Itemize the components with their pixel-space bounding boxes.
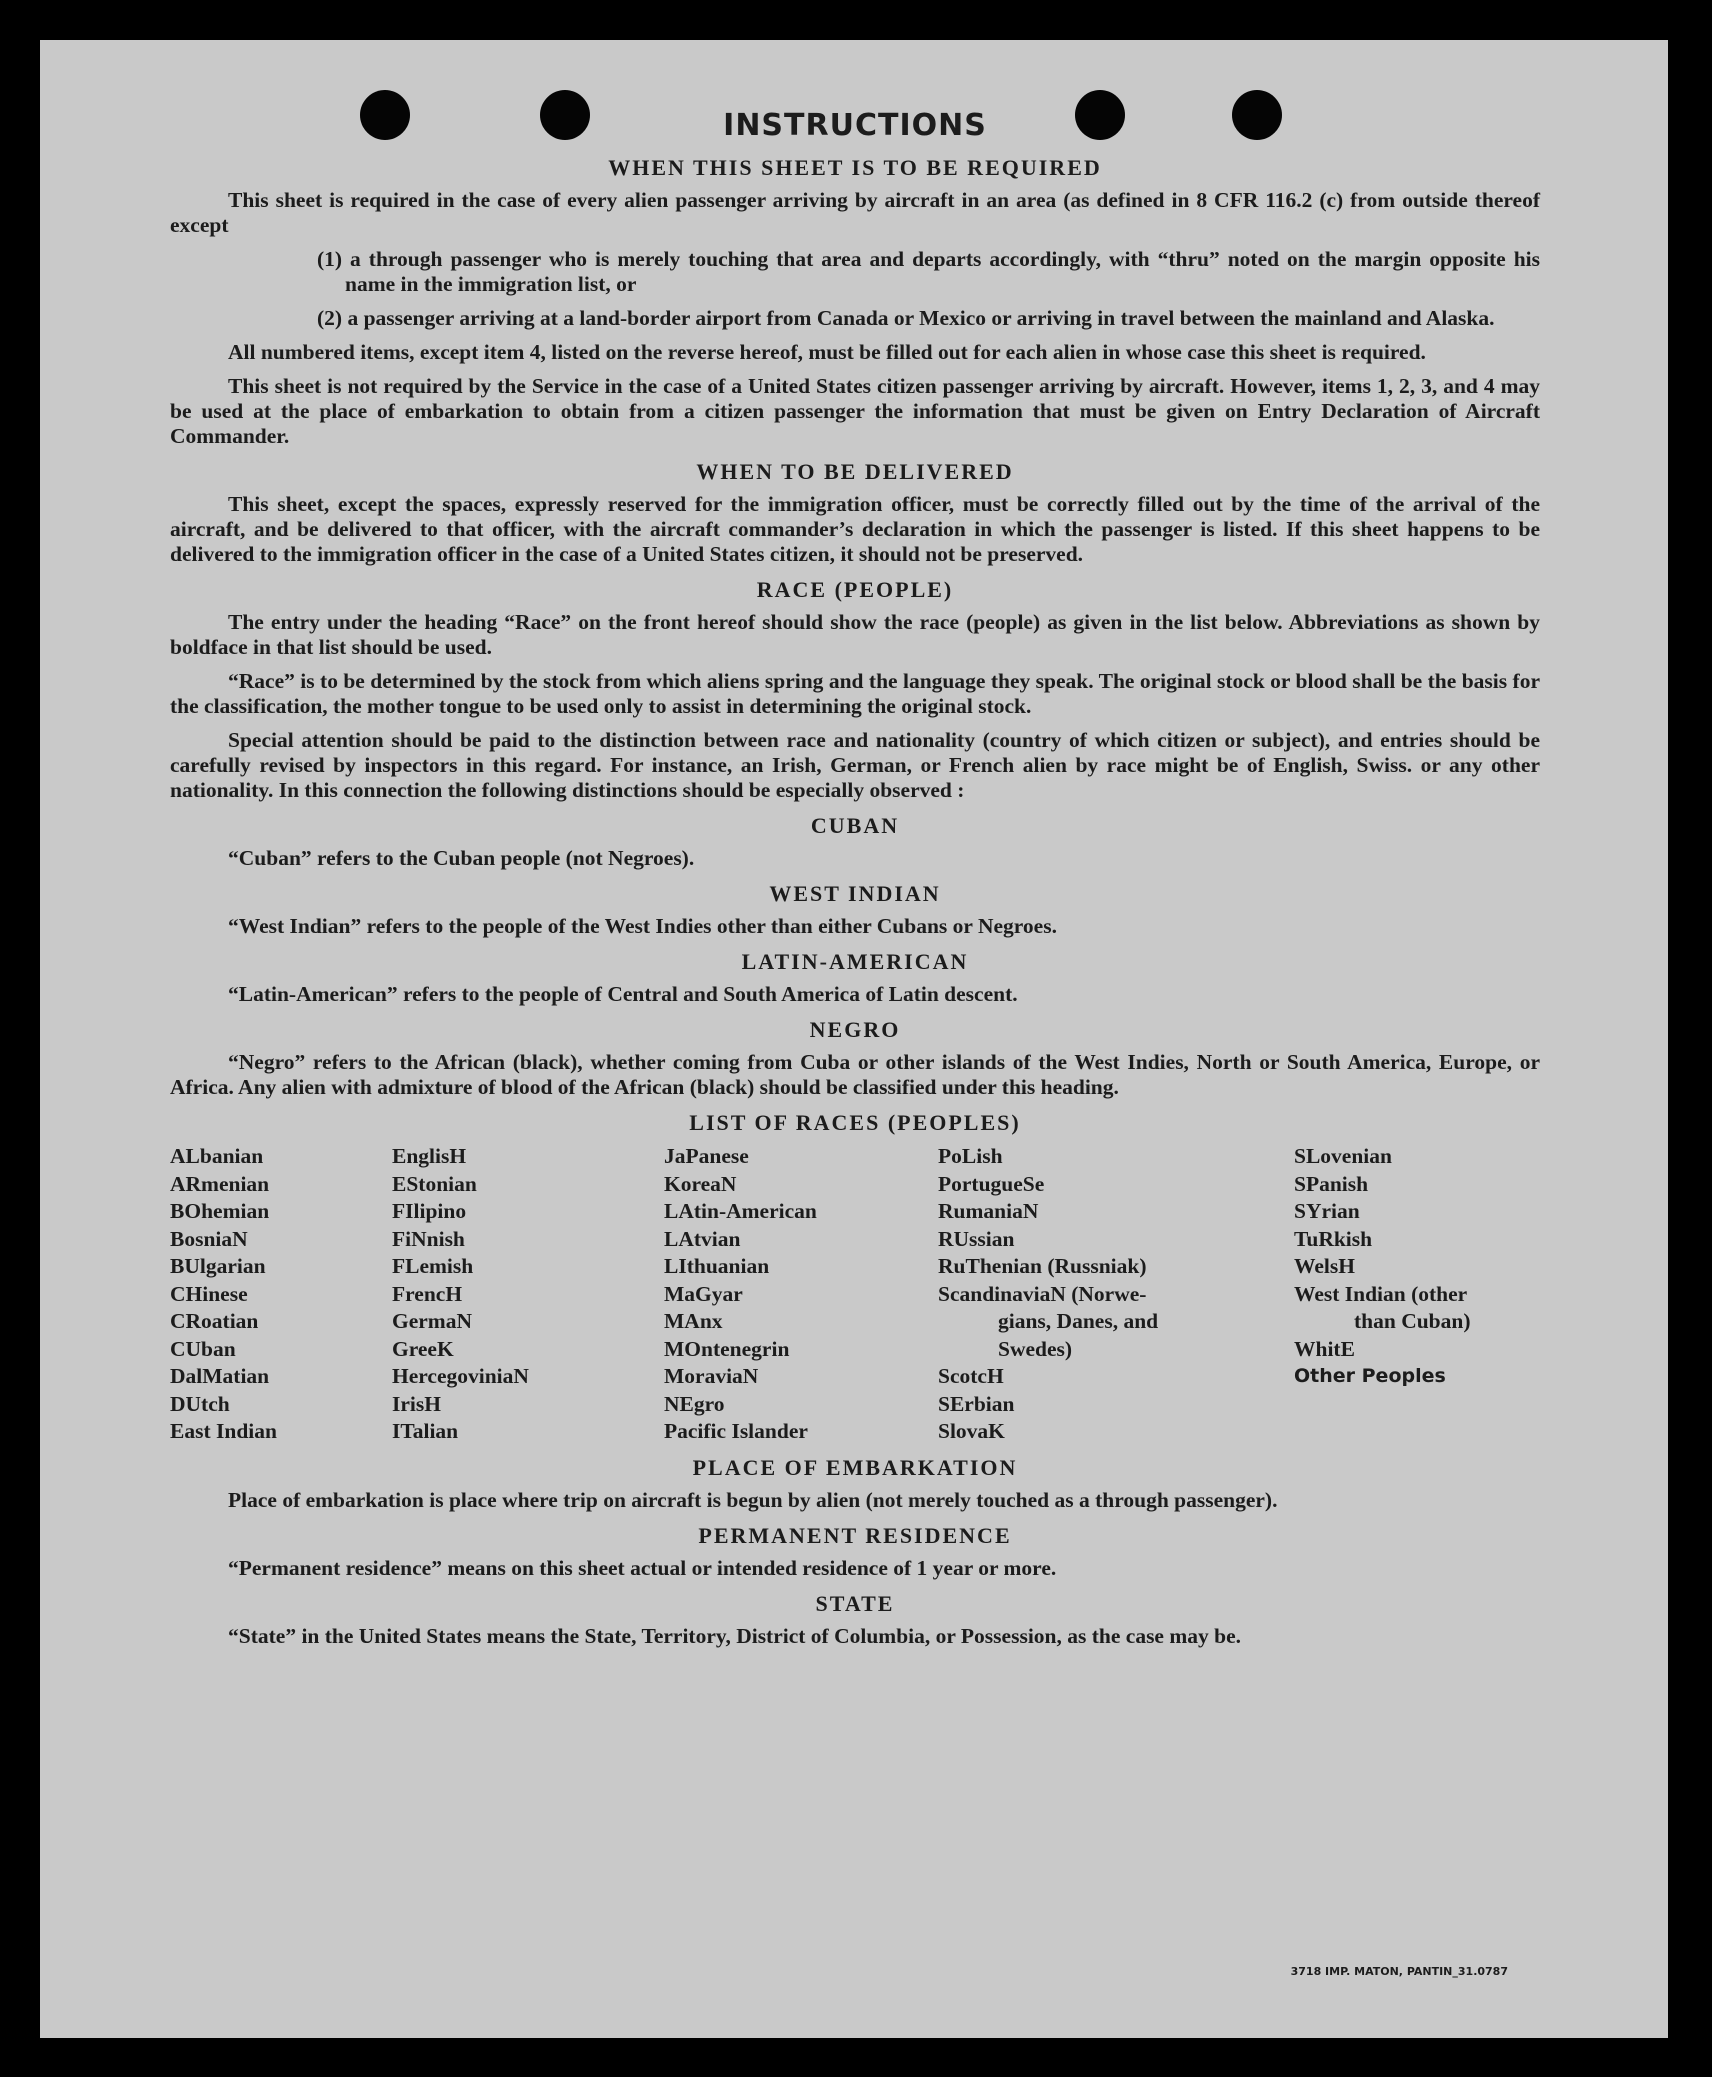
heading-west-indian: WEST INDIAN bbox=[769, 881, 941, 906]
race-entry: MoraviaN bbox=[664, 1364, 759, 1388]
heading-required: WHEN THIS SHEET IS TO BE REQUIRED bbox=[608, 155, 1102, 180]
races-column bbox=[664, 1143, 938, 1446]
page-title: INSTRUCTIONS bbox=[723, 108, 987, 143]
heading-residence: PERMANENT RESIDENCE bbox=[698, 1522, 1012, 1548]
race-entry: FiNnish bbox=[392, 1226, 465, 1251]
race-entry: Pacific Islander bbox=[664, 1419, 808, 1443]
heading-state: STATE bbox=[815, 1590, 895, 1616]
paragraph: Place of embarkation is place where trip on aircraft is begun by alien (not merely touched as a through passenger). bbox=[228, 1487, 1278, 1512]
printer-code: 3718 IMP. MATON, PANTIN_31.0787 bbox=[1290, 1965, 1508, 1978]
races-column bbox=[1294, 1143, 1539, 1446]
race-entry: CUban bbox=[170, 1336, 236, 1361]
race-entry: RumaniaN bbox=[938, 1199, 1039, 1223]
race-entry: than Cuban) bbox=[1354, 1309, 1471, 1333]
race-entry: CHinese bbox=[170, 1281, 248, 1306]
race-entry: KoreaN bbox=[664, 1171, 737, 1196]
race-entry: SErbian bbox=[938, 1391, 1015, 1416]
punch-hole bbox=[360, 90, 410, 140]
race-entry: BUlgarian bbox=[170, 1254, 266, 1278]
race-entry: MOntenegrin bbox=[664, 1336, 790, 1361]
paragraph: “Permanent residence” means on this sheet actual or intended residence of 1 year or more. bbox=[228, 1555, 1057, 1580]
heading-list-of-races: LIST OF RACES (PEOPLES) bbox=[689, 1110, 1021, 1135]
paragraph: This sheet is required in the case of every alien passenger arriving by aircraft in an area (as defined in 8 CFR 116.2 (c) from outside thereof except bbox=[170, 188, 1540, 237]
race-entry: MAnx bbox=[664, 1309, 723, 1333]
race-entry: SPanish bbox=[1294, 1171, 1369, 1196]
races-column bbox=[170, 1143, 392, 1446]
race-entry: gians, Danes, and bbox=[998, 1309, 1159, 1333]
race-entry: GermaN bbox=[392, 1309, 472, 1333]
race-entry: PoLish bbox=[938, 1144, 1003, 1168]
race-entry: RUssian bbox=[938, 1226, 1015, 1251]
race-entry: HercegoviniaN bbox=[392, 1364, 529, 1388]
paragraph: All numbered items, except item 4, listed on the reverse hereof, must be filled out for each alien in whose case this sheet is required. bbox=[228, 340, 1426, 364]
race-entry: ScotcH bbox=[938, 1364, 1004, 1388]
race-entry: ScandinaviaN (Norwe- bbox=[938, 1281, 1147, 1306]
races-column bbox=[938, 1143, 1294, 1446]
paragraph: “Cuban” refers to the Cuban people (not Negroes). bbox=[228, 846, 695, 870]
heading-negro: NEGRO bbox=[809, 1017, 901, 1042]
list-item: (1) a through passenger who is merely touching that area and departs accordingly, with “thru” noted on the margin opposite his name in the immigration list, or bbox=[317, 247, 1540, 296]
heading-latin-american: LATIN-AMERICAN bbox=[741, 949, 969, 974]
punch-hole bbox=[540, 90, 590, 140]
race-entry: FLemish bbox=[392, 1254, 474, 1278]
race-entry: Swedes) bbox=[998, 1336, 1073, 1361]
race-entry: SYrian bbox=[1294, 1199, 1360, 1223]
race-entry: TuRkish bbox=[1294, 1226, 1373, 1251]
race-entry: BosniaN bbox=[170, 1226, 248, 1251]
race-entry: GreeK bbox=[392, 1336, 454, 1361]
race-entry: ITalian bbox=[392, 1419, 459, 1443]
race-entry: LIthuanian bbox=[664, 1254, 770, 1278]
race-entry: ARmenian bbox=[170, 1171, 270, 1196]
race-entry: EStonian bbox=[392, 1171, 477, 1196]
paragraph: This sheet is not required by the Service in the case of a United States citizen passenger arriving by aircraft. However, items 1, 2, 3, and 4 may be used at the place of embarkation to obtain from a citizen passenger the information that must be given on Entry Declaration of Aircraft Commander. bbox=[170, 374, 1540, 448]
heading-cuban: CUBAN bbox=[810, 813, 900, 838]
race-entry: SLovenian bbox=[1294, 1144, 1392, 1168]
paragraph: “West Indian” refers to the people of the West Indies other than either Cubans or Negroes. bbox=[228, 914, 1057, 938]
punch-hole bbox=[1232, 90, 1282, 140]
race-entry: WelsH bbox=[1294, 1254, 1355, 1278]
race-entry: MaGyar bbox=[664, 1281, 743, 1306]
race-entry: NEgro bbox=[664, 1391, 725, 1416]
race-entry: RuThenian (Russniak) bbox=[938, 1254, 1147, 1278]
race-entry: JaPanese bbox=[664, 1144, 749, 1168]
race-entry: IrisH bbox=[392, 1391, 441, 1416]
race-entry: Other Peoples bbox=[1294, 1365, 1446, 1387]
paragraph: “Negro” refers to the African (black), whether coming from Cuba or other islands of the West Indies, North or South America, Europe, or Africa. Any alien with admixture of blood of the African (black) should be classified under this heading. bbox=[170, 1050, 1540, 1099]
race-entry: West Indian (other bbox=[1294, 1281, 1468, 1306]
paragraph: Special attention should be paid to the distinction between race and nationality (country of which citizen or subject), and entries should be carefully revised by inspectors in this regard. For instance, an Irish, German, or French alien by race might be of English, Swiss. or any other nationality. In this connection the following distinctions should be especially observed : bbox=[170, 728, 1540, 802]
paragraph: This sheet, except the spaces, expressly reserved for the immigration officer, must be correctly filled out by the time of the arrival of the aircraft, and be delivered to that officer, with the aircraft commander’s declaration in which the passenger is listed. If this sheet happens to be delivered to the immigration officer in the case of a United States citizen, it should not be preserved. bbox=[170, 492, 1540, 566]
race-entry: LAtvian bbox=[664, 1226, 741, 1251]
race-entry: FIlipino bbox=[392, 1199, 467, 1223]
paragraph: “Latin-American” refers to the people of Central and South America of Latin descent. bbox=[228, 982, 1018, 1006]
list-item: (2) a passenger arriving at a land-border airport from Canada or Mexico or arriving in travel between the mainland and Alaska. bbox=[317, 306, 1495, 330]
race-entry: East Indian bbox=[170, 1419, 277, 1443]
race-entry: DUtch bbox=[170, 1391, 230, 1416]
punch-hole bbox=[1075, 90, 1125, 140]
races-table bbox=[170, 1143, 1540, 1446]
heading-embarkation: PLACE OF EMBARKATION bbox=[692, 1454, 1018, 1480]
race-entry: PortugueSe bbox=[938, 1171, 1045, 1196]
paragraph: “Race” is to be determined by the stock from which aliens spring and the language they speak. The original stock or blood shall be the basis for the classification, the mother tongue to be used only to assist in determining the original stock. bbox=[170, 669, 1540, 718]
races-column bbox=[392, 1143, 664, 1446]
race-entry: ALbanian bbox=[170, 1144, 264, 1168]
race-entry: BOhemian bbox=[170, 1199, 270, 1223]
race-entry: DalMatian bbox=[170, 1364, 270, 1388]
paragraph: The entry under the heading “Race” on the front hereof should show the race (people) as given in the list below. Abbreviations as shown by boldface in that list should be used. bbox=[170, 610, 1540, 659]
document-sheet bbox=[40, 40, 1668, 2038]
heading-delivered: WHEN TO BE DELIVERED bbox=[696, 459, 1014, 484]
race-entry: LAtin-American bbox=[664, 1199, 817, 1223]
race-entry: FrencH bbox=[392, 1281, 463, 1306]
paragraph: “State” in the United States means the State, Territory, District of Columbia, or Possession, as the case may be. bbox=[228, 1623, 1242, 1648]
race-entry: SlovaK bbox=[938, 1419, 1005, 1443]
race-entry: EnglisH bbox=[392, 1144, 467, 1168]
race-entry: CRoatian bbox=[170, 1309, 259, 1333]
heading-race: RACE (PEOPLE) bbox=[756, 577, 954, 602]
race-entry: WhitE bbox=[1294, 1336, 1355, 1361]
